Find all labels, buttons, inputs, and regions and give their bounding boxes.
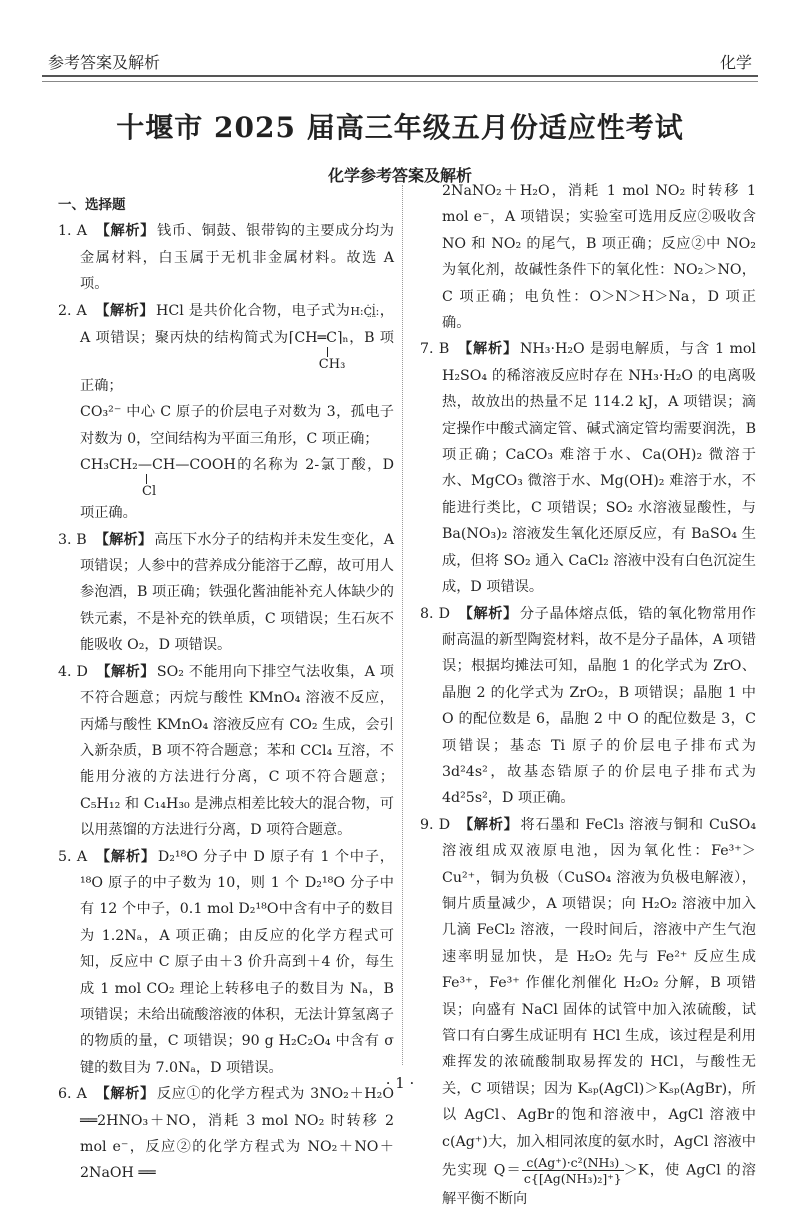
header-left: 参考答案及解析 — [48, 53, 161, 72]
analysis-tag: 【解析】 — [458, 605, 518, 622]
analysis-tag: 【解析】 — [94, 223, 156, 240]
answer-item-6 — [58, 1081, 394, 1187]
answer-text: 高压下水分子的结构并未发生变化，A 项错误；人参中的营养成分能溶于乙醇，故可用人参泡酒，B 项正确；铁强化酱油能补充人体缺少的铁元素，不是补充的铁单质，C 项错误；生石灰不能吸收 O₂，D 项错误。 — [80, 531, 394, 654]
answer-text: SO₂ 不能用向下排空气法收集，A 项不符合题意；丙烷与酸性 KMnO₄ 溶液不反应，丙烯与酸性 KMnO₄ 溶液反应有 CO₂ 生成，会引入新杂质，B 项不符合题意；苯和 CCl₄ 互溶，不能用分液的方法进行分离，C 项不符合题意；C₅H₁₂ 和 C₁₄H₃₀ 是沸点相差比较大的混合物，可以用蒸馏的方法进行分离，D 项符合题意。 — [80, 663, 394, 839]
answer-item-9 — [420, 812, 756, 1212]
page-number: · 1 · — [385, 1074, 415, 1092]
running-header — [46, 50, 754, 76]
answer-text: ，B 项正确； — [80, 330, 394, 395]
answer-text: D₂¹⁸O 分子中 D 原子有 1 个中子，¹⁸O 原子的中子数为 10，则 1 个 D₂¹⁸O 分子中有 12 个中子，0.1 mol D₂¹⁸O中含有中子的数目为 1.2Nₐ，A 项正确；由反应的化学方程式可知，反应中 C 原子由＋3 价升高到＋4 价，每生成 1 mol CO₂ 理论上转移电子的数目为 Nₐ，B 项错误；未给出硫酸溶液的体积，无法计算氢离子的物质的量，C 项错误；90 g H₂C₂O₄ 中含有 σ 键的数目为 7.0Nₐ，D 项错误。 — [80, 848, 394, 1076]
answer-item-1 — [58, 218, 394, 297]
answer-text: 反应①的化学方程式为 3NO₂＋H₂O ══2HNO₃＋NO，消耗 3 mol NO₂ 时转移 2 mol e⁻，反应②的化学方程式为 NO₂＋NO＋2NaOH ══ — [80, 1086, 394, 1182]
answer-item-3 — [58, 527, 394, 659]
analysis-tag: 【解析】 — [95, 848, 156, 865]
page-subtitle: 化学参考答案及解析 — [327, 166, 472, 185]
molecule-branch: Cl — [142, 484, 157, 500]
answer-number: 5. A — [58, 848, 88, 865]
molecule-structure — [80, 456, 236, 500]
answer-item-5 — [58, 844, 394, 1082]
answer-text: 的名称为 2-氯丁酸，D 项正确。 — [80, 457, 394, 522]
answer-number: 2. A — [58, 302, 87, 319]
fraction-numerator: c(Ag⁺)·c²(NH₃) — [522, 1155, 624, 1171]
answer-text: 将石墨和 FeCl₃ 溶液与铜和 CuSO₄ 溶液组成双液原电池，因为氧化性：Fe³⁺＞Cu²⁺，铜为负极（CuSO₄ 溶液为负极电解液），铜片质量减少，A 项错误；向 H₂O₂ 溶液中加入几滴 FeCl₂ 溶液，一段时间后，溶液中产生气泡速率明显加快，是 H₂O₂ 先与 Fe²⁺ 反应生成 Fe³⁺，Fe³⁺ 作催化剂催化 H₂O₂ 分解，B 项错误；向盛有 NaCl 固体的试管中加入浓硫酸，试管口有白雾生成证明有 HCl 生成，该过程是利用难挥发的浓硫酸制取易挥发的 HCl，与酸性无关，C 项错误；因为 Kₛₚ(AgCl)＞Kₛₚ(AgBr)，所以 AgCl、AgBr的饱和溶液中，AgCl 溶液中 c(Ag⁺)大，加入相同浓度的氨水时，AgCl 溶液中先实现 Q＝ — [442, 816, 757, 1179]
electron-formula: H:Ċ̤l̤̇: — [350, 304, 380, 318]
polymer-structure — [289, 329, 349, 373]
answer-item-4 — [58, 659, 394, 844]
answer-text: HCl 是共价化合物，电子式为 — [156, 302, 351, 319]
polymer-main-chain: ⌈CH═C⌉ₙ — [288, 330, 349, 347]
header-rule — [42, 75, 758, 82]
answer-number: 9. D — [420, 816, 451, 833]
answer-text: 分子晶体熔点低，锆的氧化物常用作耐高温的新型陶瓷材料，故不是分子晶体，A 项错误；根据均摊法可知，晶胞 1 的化学式为 ZrO、晶胞 2 的化学式为 ZrO₂，B 项错误；晶胞 1 中 O 的配位数是 6，晶胞 2 中 O 的配位数是 3，C 项错误；基态 Ti 原子的价层电子排布式为 3d²4s²，故基态锆原子的价层电子排布式为 4d²5s²，D 项正确。 — [442, 605, 756, 807]
answer-number: 3. B — [58, 531, 87, 548]
analysis-tag: 【解析】 — [95, 663, 155, 680]
answer-item-6-continued: 2NaNO₂＋H₂O，消耗 1 mol NO₂ 时转移 1 mol e⁻，A 项错误；实验室可选用反应②吸收含 NO 和 NO₂ 的尾气，B 项正确；反应②中 NO₂ 为氧化剂，故碱性条件下的氧化性：NO₂＞NO，C 项正确；电负性：O＞N＞H＞Na，D 项正确。 — [442, 183, 756, 332]
answer-text: ，A 项错误；聚丙炔的结构简式为 — [80, 302, 394, 347]
answer-item-7 — [420, 336, 756, 600]
analysis-tag: 【解析】 — [458, 816, 519, 833]
column-divider — [402, 185, 403, 1065]
page-title: 十堰市 2025 届高三年级五月份适应性考试 — [116, 111, 684, 144]
answer-item-8 — [420, 601, 756, 812]
right-column — [420, 178, 756, 1212]
polymer-branch: CH₃ — [318, 357, 346, 373]
answer-number: 8. D — [420, 605, 451, 622]
answer-number: 1. A — [58, 223, 87, 240]
analysis-tag: 【解析】 — [94, 302, 155, 319]
analysis-tag: 【解析】 — [94, 531, 153, 548]
analysis-tag: 【解析】 — [457, 341, 518, 358]
reaction-quotient-fraction — [522, 1155, 624, 1186]
answer-text: CO₃²⁻ 中心 C 原子的价层电子对数为 3，孤电子对数为 0，空间结构为平面三角形，C 项正确； — [80, 404, 394, 447]
fraction-denominator: c{[Ag(NH₃)₂]⁺} — [523, 1171, 622, 1187]
answer-number: 6. A — [58, 1086, 87, 1103]
left-column — [58, 192, 394, 1187]
analysis-tag: 【解析】 — [94, 1086, 155, 1103]
section-heading: 一、选择题 — [58, 197, 126, 213]
answer-number: 4. D — [58, 663, 88, 680]
molecule-main-chain: CH₃CH₂—CH—COOH — [80, 457, 236, 474]
answer-text: NH₃·H₂O 是弱电解质，与含 1 mol H₂SO₄ 的稀溶液反应时存在 NH₃·H₂O 的电离吸热，故放出的热量不足 114.2 kJ，A 项错误；滴定操作中酸式滴定管、碱式滴定管均需要润洗，B 项正确；CaCO₃ 难溶于水、Ca(OH)₂ 微溶于水、MgCO₃ 微溶于水、Mg(OH)₂ 难溶于水，不能进行类比，C 项错误；SO₂ 水溶液显酸性，与 Ba(NO₃)₂ 溶液发生氧化还原反应，有 BaSO₄ 生成，但将 SO₂ 通入 CaCl₂ 溶液中没有白色沉淀生成，D 项错误。 — [442, 341, 756, 596]
answer-number: 7. B — [420, 341, 450, 358]
answer-text: 钱币、铜鼓、银带钩的主要成分均为金属材料，白玉属于无机非金属材料。故选 A 项。 — [80, 223, 394, 293]
answer-text: ＞K，使 AgCl 的溶解平衡不断向 — [442, 1162, 756, 1208]
answer-item-2 — [58, 298, 394, 527]
header-subject: 化学 — [719, 53, 752, 72]
